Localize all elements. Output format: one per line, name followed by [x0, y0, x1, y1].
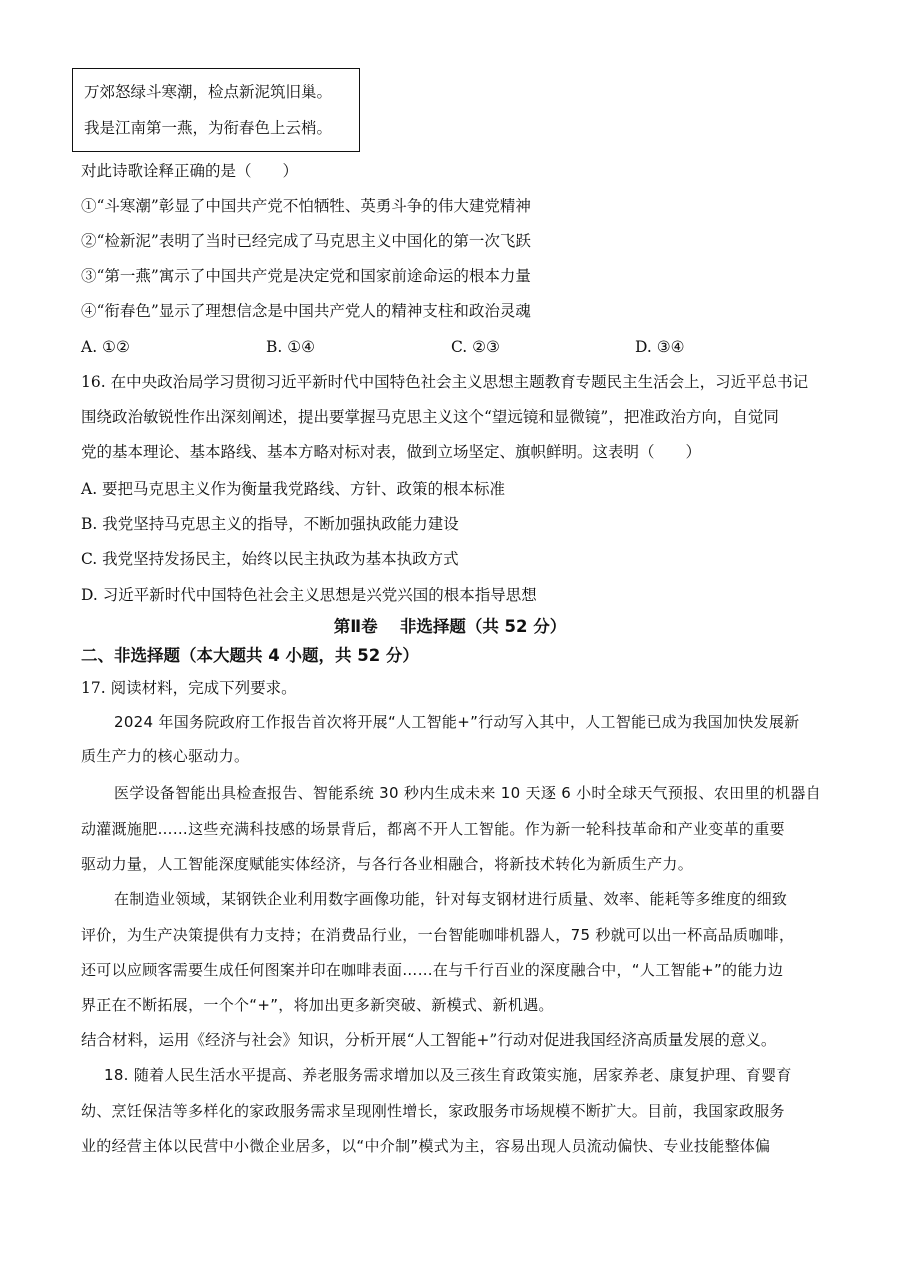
poem-box [72, 68, 360, 152]
q18-line-2: 幼、烹饪保洁等多样化的家政服务需求呈现刚性增长，家政服务市场规模不断扩大。目前，我国家政服务 [81, 1102, 785, 1120]
q15-item-1: ①“斗寒潮”彰显了中国共产党不怕牺牲、英勇斗争的伟大建党精神 [81, 197, 531, 215]
q15-option-d: D. ③④ [635, 338, 685, 356]
q15-item-4: ④“衔春色”显示了理想信念是中国共产党人的精神支柱和政治灵魂 [81, 302, 531, 320]
q16-option-b: B. 我党坚持马克思主义的指导，不断加强执政能力建设 [81, 515, 459, 533]
q17-material-line-7: 评价，为生产决策提供有力支持；在消费品行业，一台智能咖啡机器人，75 秒就可以出一杯高品质咖啡， [81, 926, 795, 944]
section-heading: 二、非选择题（本大题共 4 小题，共 52 分） [81, 646, 419, 665]
q15-item-3: ③“第一燕”寓示了中国共产党是决定党和国家前途命运的根本力量 [81, 267, 531, 285]
q17-material-line-9: 界正在不断拓展，一个个“+”，将加出更多新突破、新模式、新机遇。 [81, 996, 554, 1014]
q18-line-1: 18. 随着人民生活水平提高、养老服务需求增加以及三孩生育政策实施，居家养老、康复护理、育婴育 [104, 1066, 792, 1084]
q17-material-line-8: 还可以应顾客需要生成任何图案并印在咖啡表面……在与千行百业的深度融合中，“人工智能+”的能力边 [81, 961, 784, 979]
q17-material-line-6: 在制造业领域，某钢铁企业利用数字画像功能，针对每支钢材进行质量、效率、能耗等多维度的细致 [114, 890, 788, 908]
part2-title: 第Ⅱ卷 非选择题（共 52 分） [333, 617, 567, 636]
q15-option-a: A. ①② [81, 338, 130, 356]
q17-material-line-3: 医学设备智能出具检查报告、智能系统 30 秒内生成未来 10 天逐 6 小时全球天气预报、农田里的机器自 [114, 784, 821, 802]
q16-option-c: C. 我党坚持发扬民主，始终以民主执政为基本执政方式 [81, 550, 459, 568]
q17-question: 结合材料，运用《经济与社会》知识，分析开展“人工智能+”行动对促进我国经济高质量发展的意义。 [81, 1031, 777, 1049]
q16-stem-line-2: 围绕政治敏锐性作出深刻阐述，提出要掌握马克思主义这个“望远镜和显微镜”，把准政治方向，自觉同 [81, 408, 779, 426]
q17-material-line-2: 质生产力的核心驱动力。 [81, 747, 250, 765]
poem-line-2: 我是江南第一燕，为衔春色上云梢。 [84, 119, 333, 137]
q16-option-a: A. 要把马克思主义作为衡量我党路线、方针、政策的根本标准 [81, 480, 506, 498]
q16-stem-line-1: 16. 在中央政治局学习贯彻习近平新时代中国特色社会主义思想主题教育专题民主生活会上，习近平总书记 [81, 373, 809, 391]
q15-option-c: C. ②③ [451, 338, 500, 356]
q15-option-b: B. ①④ [266, 338, 316, 356]
q18-line-3: 业的经营主体以民营中小微企业居多，以“中介制”模式为主，容易出现人员流动偏快、专业技能整体偏 [81, 1137, 771, 1155]
q17-material-line-5: 驱动力量，人工智能深度赋能实体经济，与各行各业相融合，将新技术转化为新质生产力。 [81, 855, 694, 873]
q17-material-line-4: 动灌溉施肥……这些充满科技感的场景背后，都离不开人工智能。作为新一轮科技革命和产业变革的重要 [81, 820, 785, 838]
q16-option-d: D. 习近平新时代中国特色社会主义思想是兴党兴国的根本指导思想 [81, 586, 537, 604]
q17-material-line-1: 2024 年国务院政府工作报告首次将开展“人工智能+”行动写入其中，人工智能已成为我国加快发展新 [114, 713, 800, 731]
poem-line-1: 万郊怒绿斗寒潮，检点新泥筑旧巢。 [84, 83, 333, 101]
q16-stem-line-3: 党的基本理论、基本路线、基本方略对标对表，做到立场坚定、旗帜鲜明。这表明（ ） [81, 443, 702, 461]
q15-stem: 对此诗歌诠释正确的是（ ） [81, 162, 299, 180]
q17-stem: 17. 阅读材料，完成下列要求。 [81, 679, 297, 697]
q15-item-2: ②“检新泥”表明了当时已经完成了马克思主义中国化的第一次飞跃 [81, 232, 531, 250]
